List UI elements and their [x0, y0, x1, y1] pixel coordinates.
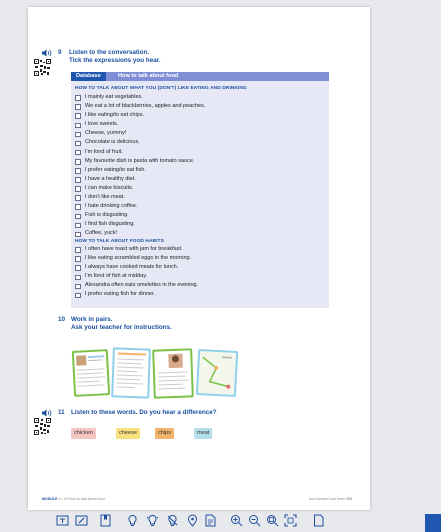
expression-text: I'm fond of fish at midday.: [85, 273, 148, 280]
expression-text: I like eating scrambled eggs in the morning.: [85, 255, 192, 262]
expression-text: I always have cooked meats for lunch.: [85, 264, 179, 271]
tick-checkbox[interactable]: [75, 293, 81, 299]
tick-checkbox[interactable]: [75, 214, 81, 220]
expression-list: [75, 93, 205, 239]
expression-text: My favourite dish is pasta with tomato sauce.: [85, 157, 195, 164]
expression-item: [75, 290, 198, 299]
expression-text: I find fish disgusting.: [85, 221, 135, 228]
location-pin-icon[interactable]: [186, 514, 199, 527]
tick-checkbox[interactable]: [75, 265, 81, 271]
tick-checkbox[interactable]: [75, 186, 81, 192]
footer-page: [309, 497, 352, 501]
expression-item: [75, 111, 205, 120]
expression-text: I mainly eat vegetables.: [85, 94, 143, 100]
expression-item: [75, 102, 205, 111]
expression-text: I love sweets.: [85, 121, 119, 128]
lightbulb-off-icon[interactable]: [166, 514, 179, 527]
tick-checkbox[interactable]: [75, 195, 81, 201]
expression-text: Coffee, yuck!: [85, 230, 117, 237]
expression-item: [75, 229, 205, 238]
tick-checkbox[interactable]: [75, 284, 81, 290]
expression-item: [75, 263, 198, 272]
tick-checkbox[interactable]: [75, 123, 81, 129]
tick-checkbox[interactable]: [75, 177, 81, 183]
edit-annotation-icon[interactable]: [75, 514, 88, 527]
database-title: How to talk about food: [118, 73, 179, 79]
expression-item: [75, 175, 205, 184]
tick-checkbox[interactable]: [75, 150, 81, 156]
expression-item: [75, 93, 205, 102]
tick-checkbox[interactable]: [75, 113, 81, 119]
footer-module-label: MODULE: [42, 497, 58, 501]
expression-item: [75, 220, 205, 229]
expression-item: [75, 120, 205, 129]
tick-checkbox[interactable]: [75, 141, 81, 147]
expression-text: I can make biscuits.: [85, 184, 134, 191]
document-notes-icon[interactable]: [204, 514, 217, 527]
expression-item: [75, 138, 205, 147]
expression-item: [75, 166, 205, 175]
role-cards-illustration: [71, 346, 241, 401]
expression-item: [75, 254, 198, 263]
word-chip: cheese: [116, 428, 140, 439]
section-title: HOW TO TALK ABOUT WHAT YOU (DON'T) LIKE EATING AND DRINKING: [75, 86, 247, 91]
database-tag: Database: [71, 72, 106, 81]
tick-checkbox[interactable]: [75, 132, 81, 138]
zoom-out-icon[interactable]: [248, 514, 261, 527]
single-page-icon[interactable]: [312, 514, 325, 527]
expression-item: [75, 148, 205, 157]
section-title: HOW TO TALK ABOUT FOOD HABITS: [75, 239, 164, 244]
expression-item: [75, 193, 205, 202]
word-chip: chips: [155, 428, 174, 439]
tick-checkbox[interactable]: [75, 223, 81, 229]
lightbulb-icon[interactable]: [126, 514, 139, 527]
exercise-number: 9: [58, 49, 62, 56]
lightbulb-alt-icon[interactable]: [146, 514, 159, 527]
word-chip: meat: [194, 428, 212, 439]
tick-checkbox[interactable]: [75, 256, 81, 262]
audio-icon[interactable]: [42, 409, 53, 417]
tick-checkbox[interactable]: [75, 168, 81, 174]
exercise-instruction: Listen to these words. Do you hear a difference?: [71, 409, 217, 416]
expression-text: Fish is disgusting.: [85, 212, 129, 219]
expression-item: [75, 184, 205, 193]
tick-checkbox[interactable]: [75, 104, 81, 110]
tick-checkbox[interactable]: [75, 159, 81, 165]
expression-text: Chocolate is delicious.: [85, 139, 140, 146]
exercise-number: 10: [58, 316, 66, 323]
fit-page-icon[interactable]: [284, 514, 297, 527]
tick-checkbox[interactable]: [75, 204, 81, 210]
expression-item: [75, 157, 205, 166]
database-panel: [71, 72, 329, 308]
role-cards-image: [71, 346, 241, 401]
qr-code-icon[interactable]: [34, 59, 51, 76]
zoom-fit-icon[interactable]: [266, 514, 279, 527]
zoom-in-icon[interactable]: [230, 514, 243, 527]
expression-text: I like eating/to eat chips.: [85, 112, 145, 119]
expression-item: [75, 211, 205, 220]
bookmark-page-icon[interactable]: [99, 514, 112, 527]
expression-text: I prefer eating/to eat fish.: [85, 166, 146, 173]
expression-item: [75, 281, 198, 290]
exercise-instruction: Listen to the conversation.: [69, 49, 150, 56]
tick-checkbox[interactable]: [75, 232, 81, 238]
expression-text: I prefer eating fish for dinner.: [85, 291, 156, 298]
audio-icon[interactable]: [42, 49, 53, 57]
textbook-page: [28, 7, 370, 510]
footer-lesson: 4 • 10 How to talk about food: [58, 497, 105, 501]
expression-item: [75, 245, 198, 254]
expression-text: I often have toast with jam for breakfast.: [85, 246, 183, 252]
expression-text: Cheese, yummy!: [85, 130, 127, 137]
word-chip: chicken: [71, 428, 96, 439]
expression-list: [75, 245, 198, 300]
footer-page-words: two hundred and three: [309, 497, 345, 501]
footer-page-number: 203: [346, 497, 352, 501]
side-panel-button[interactable]: [425, 514, 441, 532]
expression-item: [75, 202, 205, 211]
database-header: [71, 72, 329, 81]
exercise-instruction: Tick the expressions you hear.: [69, 56, 161, 64]
qr-code-icon[interactable]: [34, 418, 51, 435]
page-footer: [42, 497, 352, 503]
expression-text: We eat a lot of blackberries, apples and peaches.: [85, 103, 206, 110]
tick-checkbox[interactable]: [75, 95, 81, 101]
expression-item: [75, 129, 205, 138]
expression-text: I'm fond of fruit.: [85, 148, 123, 155]
viewer-toolbar: [56, 510, 346, 532]
expression-item: [75, 272, 198, 281]
exercise-instruction: Ask your teacher for instructions.: [71, 323, 172, 331]
tick-checkbox[interactable]: [75, 247, 81, 253]
text-annotation-icon[interactable]: [56, 514, 69, 527]
footer-module: [42, 497, 105, 501]
exercise-number: 11: [58, 409, 65, 416]
expression-text: I hate drinking coffee.: [85, 203, 138, 210]
exercise-instruction: Work in pairs.: [71, 316, 113, 323]
expression-text: I don't like meat.: [85, 194, 125, 201]
tick-checkbox[interactable]: [75, 275, 81, 281]
expression-text: Alexandra often eats omelettes in the evening.: [85, 282, 199, 289]
expression-text: I have a healthy diet.: [85, 175, 136, 182]
